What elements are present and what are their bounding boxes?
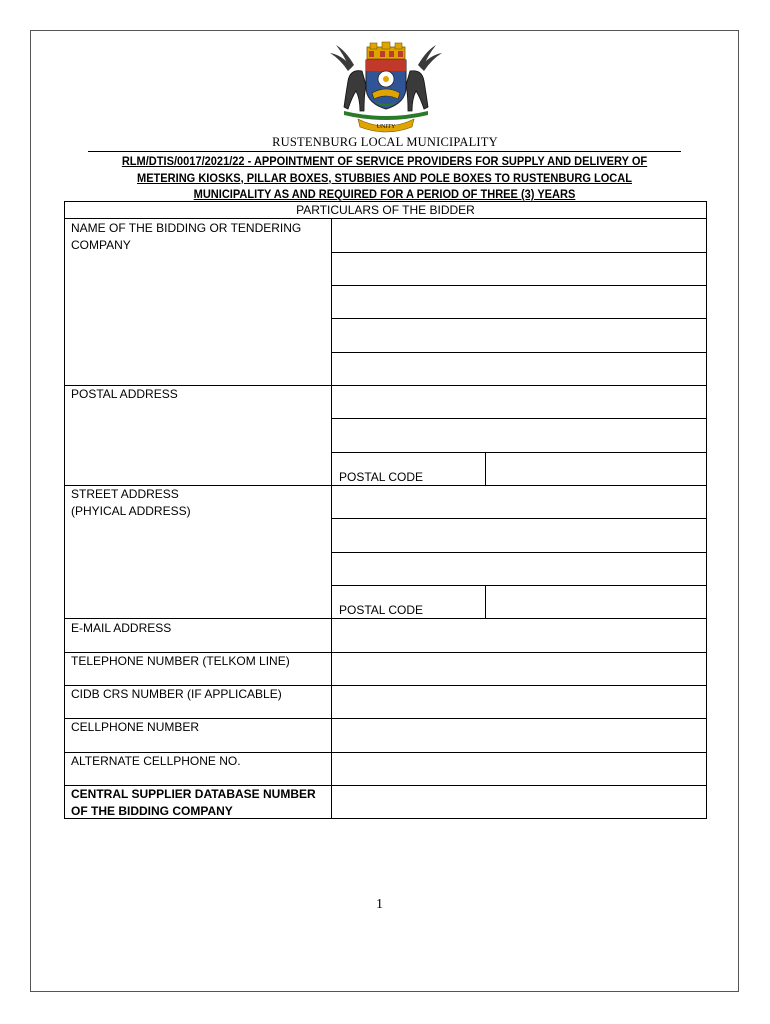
company-name-field-4[interactable] <box>332 319 706 352</box>
alt-cellphone-field[interactable] <box>332 753 706 785</box>
page-number: 1 <box>376 897 383 912</box>
form-heading: PARTICULARS OF THE BIDDER <box>296 203 475 217</box>
street-address-sublabel: (PHYICAL ADDRESS) <box>71 504 191 518</box>
logo-motto-text: UNITY <box>376 124 396 130</box>
email-label: E-MAIL ADDRESS <box>71 621 172 635</box>
telephone-label: TELEPHONE NUMBER (TELKOM LINE) <box>71 654 290 668</box>
street-address-field-1[interactable] <box>332 486 706 518</box>
municipal-coat-of-arms-logo <box>322 41 450 133</box>
street-postal-code-field[interactable] <box>486 586 706 618</box>
postal-address-field-1[interactable] <box>332 386 706 418</box>
municipality-name: RUSTENBURG LOCAL MUNICIPALITY <box>272 135 498 149</box>
header-divider <box>88 151 681 152</box>
tender-title: RLM/DTIS/0017/2021/22 - APPOINTMENT OF SERVICE PROVIDERS FOR SUPPLY AND DELIVERY OF METERING KIOSKS, PILLAR BOXES, STUBBIES AND POLE BOXES TO RUSTENBURG LOCAL MUNICIPALITY AS AND REQUIRED FOR A PERIOD OF THREE (3) YEARS <box>121 154 648 202</box>
bidder-particulars-form <box>64 201 707 819</box>
street-address-field-3[interactable] <box>332 553 706 585</box>
company-name-label: NAME OF THE BIDDING OR TENDERING COMPANY <box>71 221 302 252</box>
company-name-field-1[interactable] <box>332 219 706 252</box>
company-name-field-3[interactable] <box>332 286 706 318</box>
postal-address-label: POSTAL ADDRESS <box>71 387 178 401</box>
postal-code-label: POSTAL CODE <box>339 470 424 484</box>
telephone-field[interactable] <box>332 653 706 685</box>
email-field[interactable] <box>332 619 706 652</box>
cidb-field[interactable] <box>332 686 706 718</box>
postal-code-field[interactable] <box>486 453 706 485</box>
cellphone-label: CELLPHONE NUMBER <box>71 720 200 734</box>
postal-address-field-2[interactable] <box>332 419 706 452</box>
alt-cellphone-label: ALTERNATE CELLPHONE NO. <box>71 754 241 768</box>
cidb-label: CIDB CRS NUMBER (IF APPLICABLE) <box>71 687 282 701</box>
company-name-field-2[interactable] <box>332 253 706 285</box>
company-name-field-5[interactable] <box>332 353 706 385</box>
street-address-label: STREET ADDRESS <box>71 487 179 501</box>
cellphone-field[interactable] <box>332 719 706 752</box>
csd-number-field[interactable] <box>332 786 706 818</box>
csd-label: CENTRAL SUPPLIER DATABASE NUMBER OF THE BIDDING COMPANY <box>71 787 316 818</box>
street-address-field-2[interactable] <box>332 519 706 552</box>
street-postal-code-label: POSTAL CODE <box>339 603 424 617</box>
